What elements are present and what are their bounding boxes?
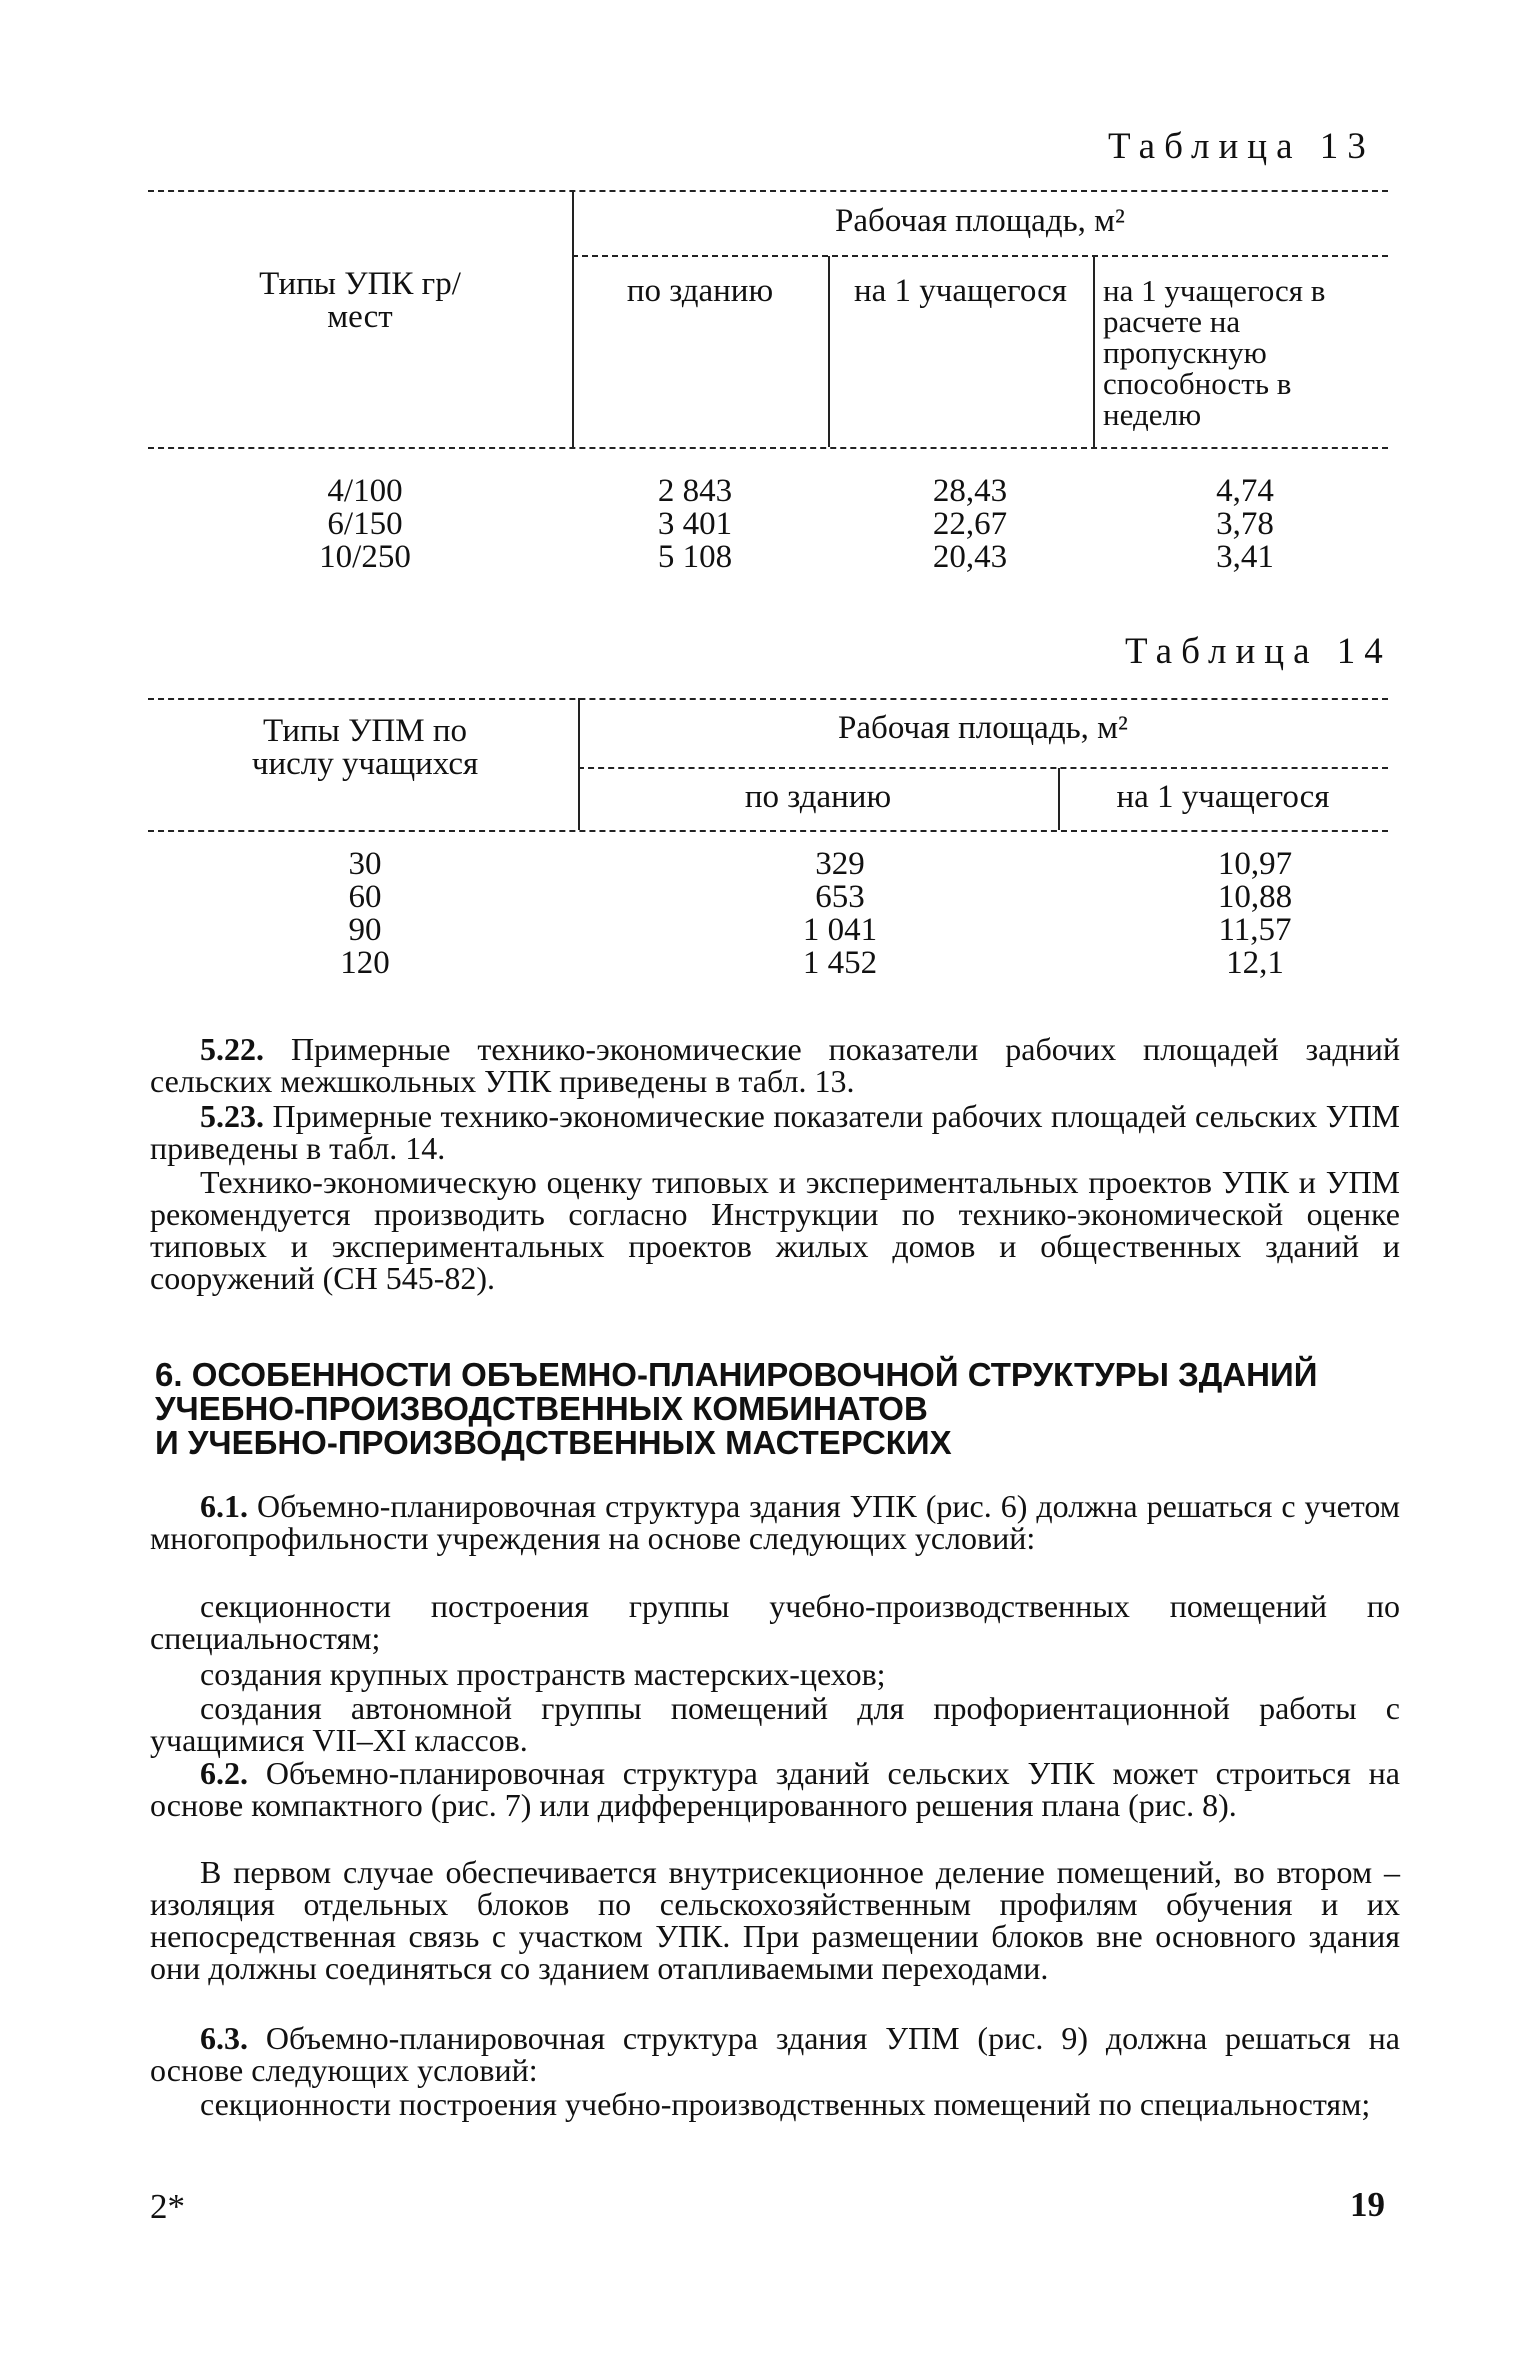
table14-col-building: по зданию [744,779,892,815]
signature-mark: 2* [150,2187,185,2226]
table14-top-rule [148,698,1388,700]
table13-per-week-cell: 3,78 [1216,506,1274,542]
paragraph-text: Объемно-планировочная структура здания УПК (рис. 6) должна решаться с учетом многопрофильности учреждения на основе следующих условий: [150,1488,1401,1556]
paragraph-number: 5.23. [200,1098,264,1134]
table14-type-cell: 120 [340,945,390,981]
table13-vline-3 [1093,256,1095,447]
table13-type-cell: 10/250 [319,539,411,575]
table14-building-cell: 329 [815,846,865,882]
table13-per-student-cell: 28,43 [932,473,1008,509]
table13-type-cell: 4/100 [327,473,403,509]
table13-col-type: Типы УПК гр/мест [259,266,461,335]
paragraph-text: Примерные технико-экономические показатели рабочих площадей задний сельских межшкольных УПК приведены в табл. 13. [150,1031,1401,1099]
table14-building-cell: 1 041 [802,912,878,948]
paragraph-text: Объемно-планировочная структура зданий сельских УПК может строиться на основе компактного (рис. 7) или дифференцированного решения плана (рис. 8). [150,1755,1401,1823]
table13-col-building: по зданию [626,273,774,309]
table13-caption: Таблица 13 [1108,126,1375,167]
table14-per-student-cell: 10,88 [1217,879,1293,915]
paragraph-tech-evaluation: Технико-экономическую оценку типовых и экспериментальных проектов УПК и УПМ рекомендуется производить согласно Инструкции по технико-экономической оценке типовых и экспериментальных проектов жилых домов и общественных зданий и сооружений (СН 545-82). [150,1164,1400,1296]
table14-building-cell: 1 452 [802,945,878,981]
table13-building-cell: 5 108 [657,539,733,575]
heading-line: УЧЕБНО-ПРОИЗВОДСТВЕННЫХ КОМБИНАТОВ [155,1390,928,1427]
table13-per-week-cell: 3,41 [1216,539,1274,575]
paragraph-6-1-b: создания крупных пространств мастерских-цехов; [200,1656,886,1692]
paragraph-5-22 [150,1033,1400,1097]
paragraph-number: 6.1. [200,1488,248,1524]
table13-col-per-student: на 1 учащегося [854,273,1067,309]
table13-top-rule [148,190,1388,192]
paragraph-6-2-b: В первом случае обеспечивается внутрисекционное деление помещений, во втором – изоляция отдельных блоков по сельскохозяйственным профилям обучения и их непосредственная связь с участком УПК. При размещении блоков вне основного здания они должны соединяться со зданием отапливаемыми переходами. [150,1854,1400,1986]
table14-per-student-column [1195,848,1315,980]
paragraph-number: 6.3. [200,2020,248,2056]
table14-type-cell: 60 [348,879,382,915]
table13-col-group: Рабочая площадь, м² [835,203,1125,239]
table14-type-cell: 90 [348,912,382,948]
table14-header-bottom-rule [148,830,1388,832]
table13-per-student-column [905,475,1035,574]
table13-header-bottom-rule [148,447,1388,449]
table13-building-column [630,475,760,574]
table13-per-week-column [1190,475,1300,574]
paragraph-6-3-a: секционности построения учебно-производственных помещений по специальностям; [200,2086,1371,2122]
table13-per-student-cell: 20,43 [932,539,1008,575]
table14-subheader-rule [578,767,1388,769]
paragraph-text: Объемно-планировочная структура здания УПМ (рис. 9) должна решаться на основе следующих условий: [150,2020,1401,2088]
section-6-heading [155,1358,1405,1460]
table13-per-student-cell: 22,67 [932,506,1008,542]
table13-subheader-rule [572,255,1388,257]
paragraph-6-1-a: секционности построения группы учебно-производственных помещений по специальностям; [150,1588,1400,1656]
table14-per-student-cell: 10,97 [1217,846,1293,882]
table14-building-cell: 653 [815,879,865,915]
paragraph-6-3 [150,2022,1400,2086]
paragraph-text: Примерные технико-экономические показатели рабочих площадей сельских УПМ приведены в табл. 14. [150,1098,1400,1166]
paragraph-5-23 [150,1100,1400,1164]
table13-per-week-cell: 4,74 [1216,473,1274,509]
table14-types-column [310,848,420,980]
paragraph-number: 5.22. [200,1031,264,1067]
paragraph-6-1-c: создания автономной группы помещений для профориентационной работы с учащимися VII–XI классов. [150,1690,1400,1758]
table14-col-type: Типы УПМ по числу учащихся [251,713,479,782]
table13-types-column [300,475,430,574]
table14-type-cell: 30 [348,846,382,882]
table14-col-per-student: на 1 учащегося [1116,779,1330,815]
table14-caption: Таблица 14 [1125,631,1392,672]
table14-col-group: Рабочая площадь, м² [838,710,1128,746]
table13-building-cell: 3 401 [657,506,733,542]
heading-line: И УЧЕБНО-ПРОИЗВОДСТВЕННЫХ МАСТЕРСКИХ [155,1424,952,1461]
table13-col-per-week: на 1 учащегося в расчете на пропускную способность в неделю [1103,273,1326,432]
paragraph-number: 6.2. [200,1755,248,1791]
table13-type-cell: 6/150 [327,506,403,542]
table14-per-student-cell: 12,1 [1226,945,1284,981]
table13-building-cell: 2 843 [657,473,733,509]
paragraph-6-1 [150,1490,1400,1554]
page-number: 19 [1350,2185,1385,2224]
table14-building-column [775,848,905,980]
heading-line: 6. ОСОБЕННОСТИ ОБЪЕМНО-ПЛАНИРОВОЧНОЙ СТРУКТУРЫ ЗДАНИЙ [155,1356,1318,1393]
table14-per-student-cell: 11,57 [1218,912,1292,948]
paragraph-6-2 [150,1757,1400,1821]
